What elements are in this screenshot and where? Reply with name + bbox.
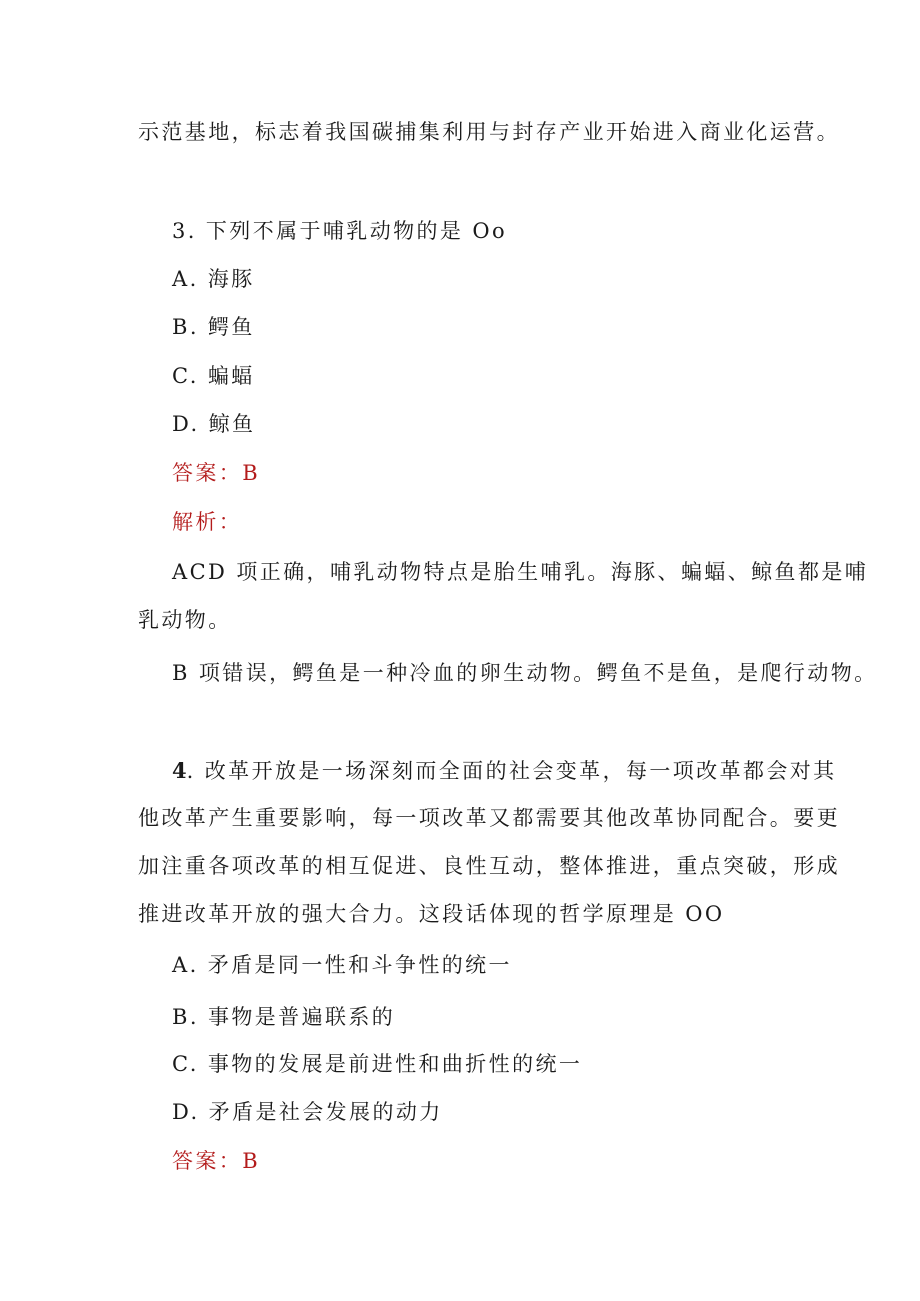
question-3-analysis-line-2: 乳动物。 (138, 608, 232, 632)
question-4-option-a: A. 矛盾是同一性和斗争性的统一 (172, 953, 512, 977)
question-3-option-d: D. 鲸鱼 (172, 412, 256, 436)
question-3-option-a: A. 海豚 (172, 267, 255, 291)
question-3-analysis-label: 解析： (172, 510, 243, 534)
question-4-option-b: B. 事物是普遍联系的 (172, 1005, 396, 1029)
question-4-stem-line-2: 他改革产生重要影响，每一项改革又都需要其他改革协同配合。要更 (138, 806, 840, 830)
question-4-option-d: D. 矛盾是社会发展的动力 (172, 1100, 443, 1124)
question-4-number: 4 (172, 758, 187, 783)
question-3-option-b: B. 鳄鱼 (172, 315, 255, 339)
question-4-stem-line-3: 加注重各项改革的相互促进、良性互动，整体推进，重点突破，形成 (138, 854, 840, 878)
question-3-stem: 3. 下列不属于哺乳动物的是 Oo (172, 219, 508, 243)
question-4-option-c: C. 事物的发展是前进性和曲折性的统一 (172, 1052, 583, 1076)
question-4-stem-line-1 (172, 756, 837, 786)
question-3-analysis-line-3: B 项错误，鳄鱼是一种冷血的卵生动物。鳄鱼不是鱼，是爬行动物。 (172, 661, 878, 685)
question-3-answer: 答案：B (172, 461, 261, 485)
question-3-option-c: C. 蝙蝠 (172, 364, 255, 388)
intro-continuation: 示范基地，标志着我国碳捕集利用与封存产业开始进入商业化运营。 (138, 120, 840, 144)
question-4-stem-line-4: 推进改革开放的强大合力。这段话体现的哲学原理是 OO (138, 902, 725, 926)
question-3-analysis-line-1: ACD 项正确，哺乳动物特点是胎生哺乳。海豚、蝙蝠、鲸鱼都是哺 (172, 560, 869, 584)
question-4-stem-text: . 改革开放是一场深刻而全面的社会变革，每一项改革都会对其 (186, 759, 837, 783)
question-4-answer: 答案：B (172, 1149, 261, 1173)
